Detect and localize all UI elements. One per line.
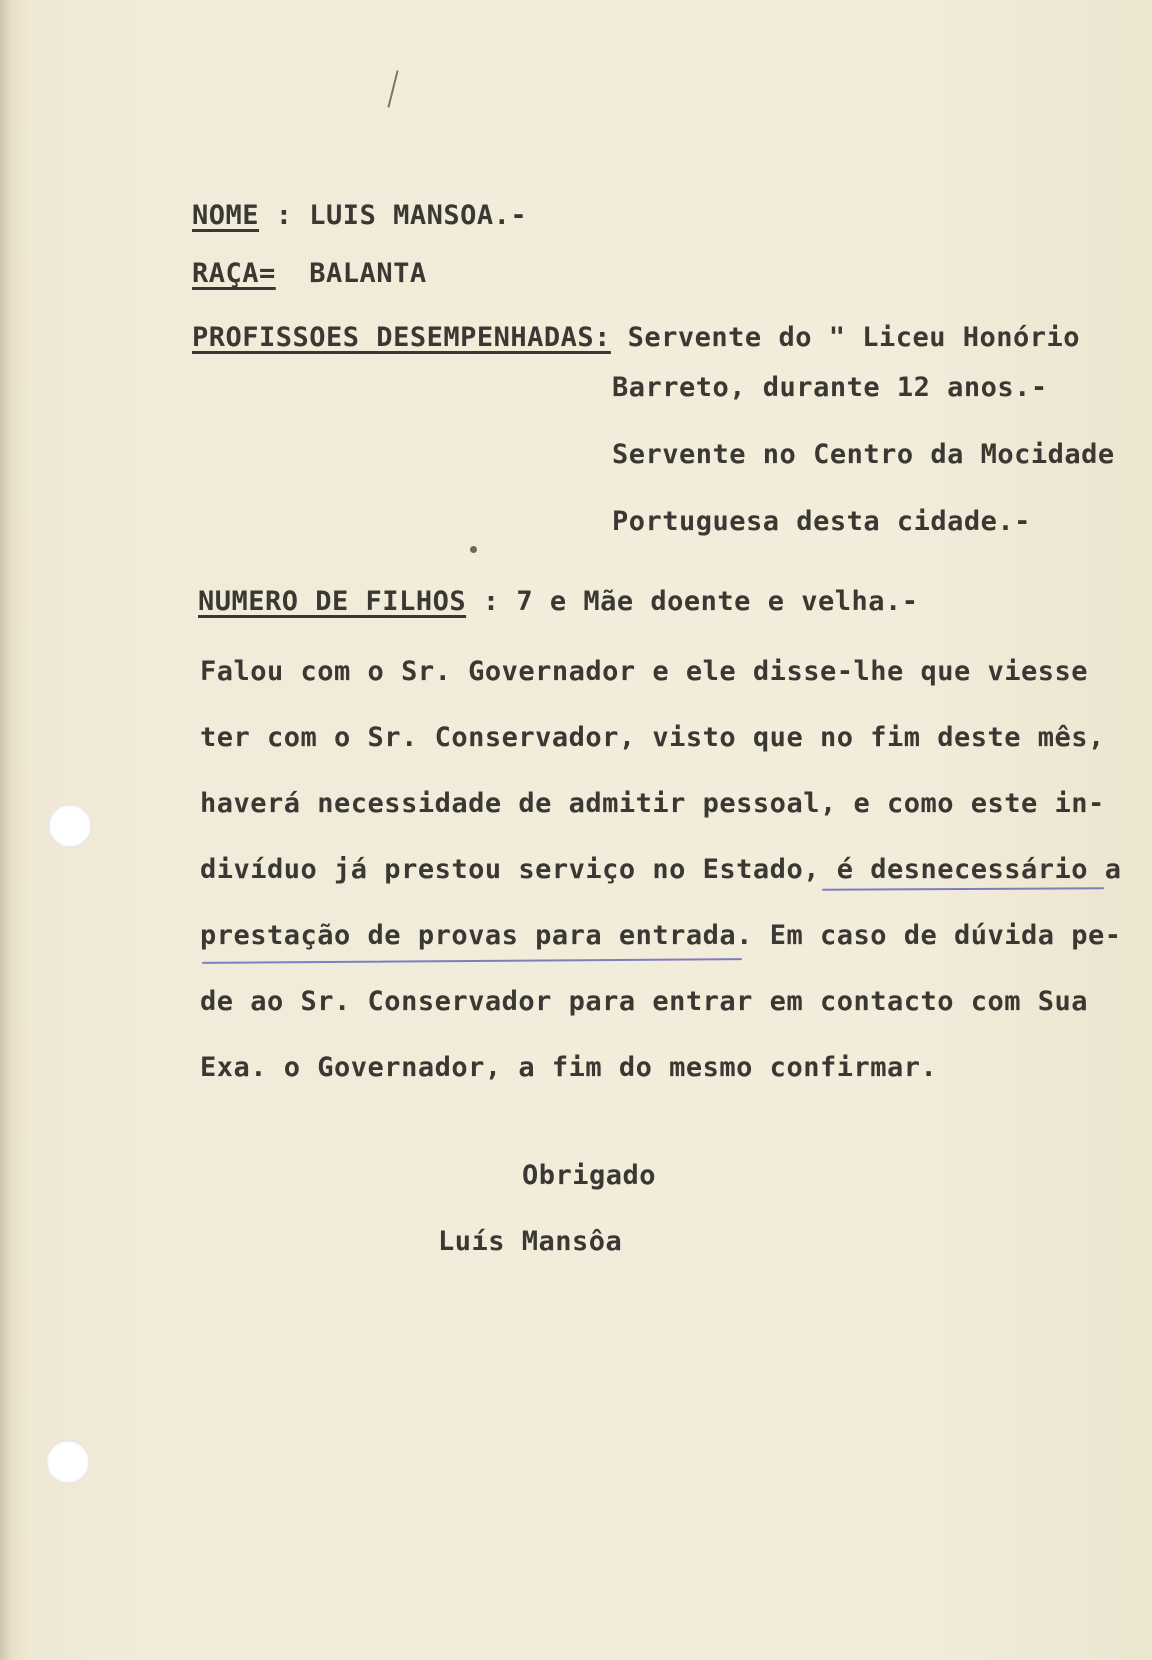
pen-underline-1 xyxy=(822,887,1104,890)
filhos-value: : 7 e Mãe doente e velha.- xyxy=(466,586,919,617)
raca-line xyxy=(192,258,427,289)
profissoes-value: Servente do " Liceu Honório xyxy=(610,322,1081,353)
body-line-2: ter com o Sr. Conservador, visto que no fim deste mês, xyxy=(200,722,1105,753)
nome-line xyxy=(192,200,527,231)
raca-value: BALANTA xyxy=(275,258,427,289)
filhos-label: NUMERO DE FILHOS xyxy=(198,586,467,617)
body-line-4a: divíduo já prestou serviço no Estado, xyxy=(200,854,837,885)
profissoes-label: PROFISSOES DESEMPENHADAS: xyxy=(192,322,611,353)
raca-label: RAÇA= xyxy=(192,258,276,289)
body-line-5a: prestação de provas para entrada. xyxy=(200,920,753,951)
body-line-4 xyxy=(200,854,1122,885)
profissoes-cont-3: Portuguesa desta cidade.- xyxy=(612,506,1031,537)
body-line-7: Exa. o Governador, a fim do mesmo confirmar. xyxy=(200,1052,938,1083)
body-line-4b: é desnecessário a xyxy=(836,854,1122,885)
profissoes-line xyxy=(192,322,1080,353)
closing-obrigado: Obrigado xyxy=(522,1160,657,1191)
closing-signature: Luís Mansôa xyxy=(438,1226,623,1257)
body-line-6: de ao Sr. Conservador para entrar em contacto com Sua xyxy=(200,986,1089,1017)
ink-stroke-mark xyxy=(387,70,398,107)
paper-edge xyxy=(0,0,12,1660)
pen-underline-2 xyxy=(202,958,742,964)
punch-hole-bottom xyxy=(46,1440,90,1484)
ink-dot xyxy=(470,546,477,553)
punch-hole-top xyxy=(48,804,92,848)
body-line-1: Falou com o Sr. Governador e ele disse-lhe que viesse xyxy=(200,656,1089,687)
body-line-3: haverá necessidade de admitir pessoal, e como este in- xyxy=(200,788,1105,819)
body-line-5b: Em caso de dúvida pe- xyxy=(752,920,1122,951)
profissoes-cont-1: Barreto, durante 12 anos.- xyxy=(612,372,1048,403)
filhos-line xyxy=(198,586,919,617)
nome-value: : LUIS MANSOA.- xyxy=(259,200,528,231)
nome-label: NOME xyxy=(192,200,260,231)
profissoes-cont-2: Servente no Centro da Mocidade xyxy=(612,439,1115,470)
body-line-5 xyxy=(200,920,1122,951)
